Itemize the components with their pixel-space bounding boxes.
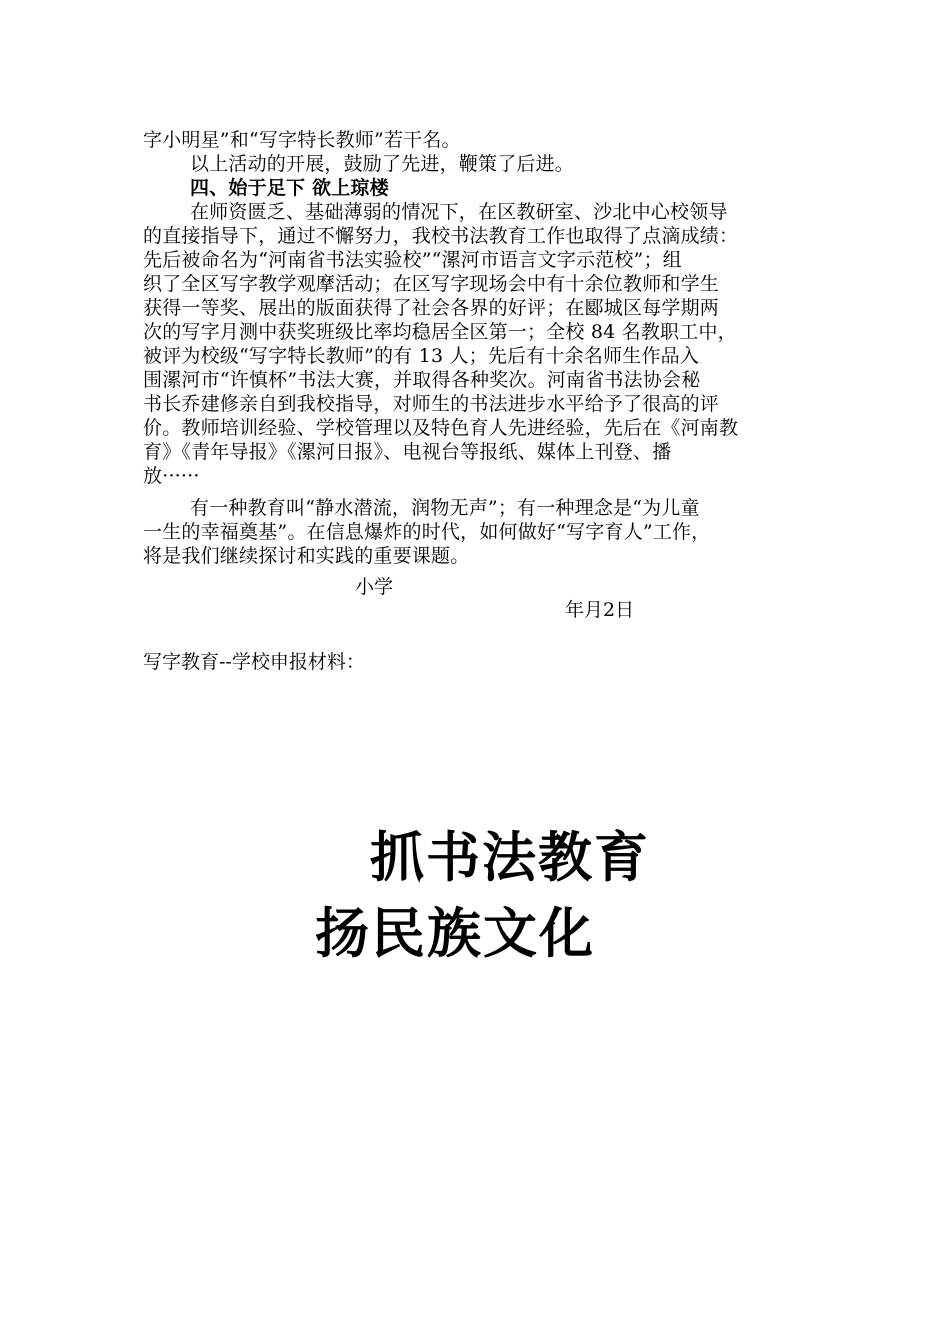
paragraph-line: 书长乔建修亲自到我校指导，对师生的书法进步水平给予了很高的评 [143,393,720,415]
signature-school: 小学 [355,576,394,598]
section-heading: 四、始于足下 欲上琼楼 [190,177,389,199]
summary-sentence: 以上活动的开展，鼓励了先进，鞭策了后进。 [190,153,575,175]
paragraph-line: 获得一等奖、展出的版面获得了社会各界的好评；在郾城区每学期两 [143,297,720,319]
paragraph-line: 的直接指导下，通过不懈努力，我校书法教育工作也取得了点滴成绩： [143,225,739,247]
continuation-line: 字小明星”和“写字特长教师”若干名。 [143,129,461,151]
closing-line: 将是我们继续探讨和实践的重要课题。 [143,545,470,567]
paragraph-line: 育》《青年导报》《漯河日报》、电视台等报纸、媒体上刊登、播 [143,441,672,463]
paragraph-line: 在师资匮乏、基础薄弱的情况下，在区教研室、沙北中心校领导 [190,201,728,223]
paragraph-line: 放······ [143,465,200,487]
material-label: 写字教育--学校申报材料： [143,651,365,673]
closing-line: 有一种教育叫“静水潜流，润物无声”；有一种理念是“为儿童 [190,497,700,519]
paragraph-line: 次的写字月测中获奖班级比率均稳居全区第一；全校 84 名教职工中， [143,321,737,343]
title-line-1: 抓书法教育 [370,826,650,889]
paragraph-line: 被评为校级“写字特长教师”的有 13 人；先后有十余名师生作品入 [143,345,700,367]
paragraph-line: 价。教师培训经验、学校管理以及特色育人先进经验，先后在《河南教 [143,417,739,439]
closing-line: 一生的幸福奠基”。在信息爆炸的时代，如何做好“写字育人”工作， [143,521,711,543]
paragraph-line: 先后被命名为“河南省书法实验校”“漯河市语言文字示范校”；组 [143,249,682,271]
title-line-2: 扬民族文化 [315,902,595,965]
paragraph-line: 围漯河市“许慎杯”书法大赛，并取得各种奖次。河南省书法协会秘 [143,369,701,391]
paragraph-line: 织了全区写字教学观摩活动；在区写字现场会中有十余位教师和学生 [143,273,720,295]
signature-date: 年月2日 [565,599,635,621]
